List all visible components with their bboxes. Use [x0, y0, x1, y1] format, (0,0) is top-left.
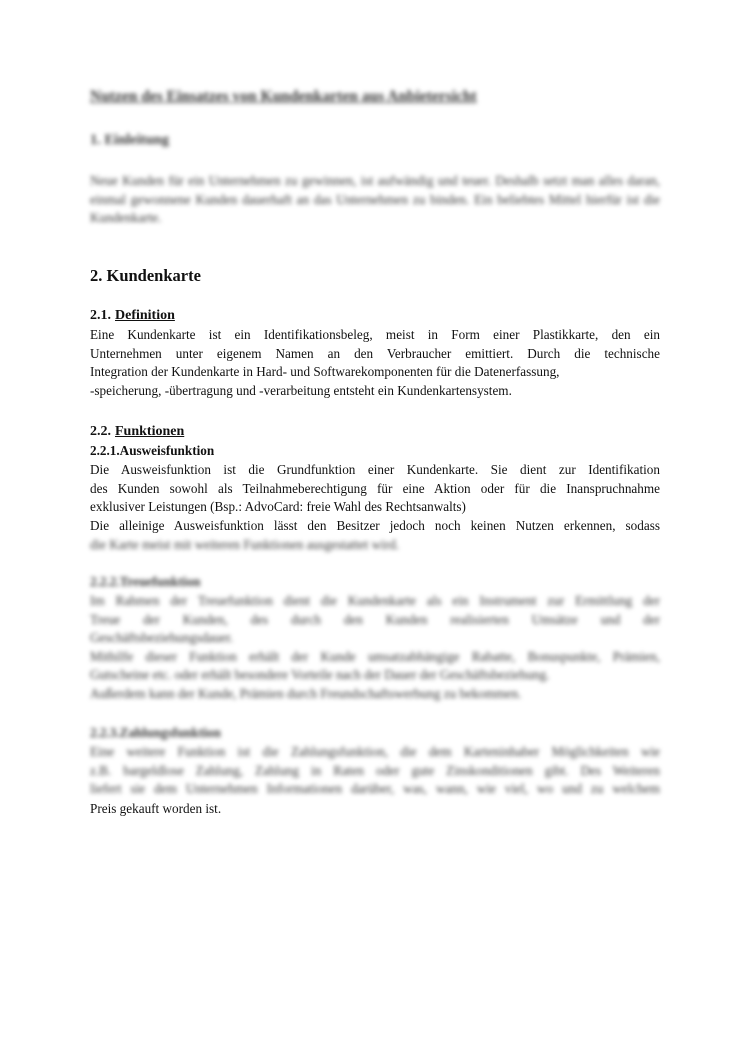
- definition-number: 2.1.: [90, 308, 111, 323]
- definition-line: Unternehmen unter eigenem Namen an den Verbraucher emittiert. Durch die technische: [90, 345, 660, 361]
- funktionen-heading: [90, 424, 184, 440]
- definition-line: Eine Kundenkarte ist ein Identifikationsbeleg, meist in Form einer Plastikkarte, den ein: [90, 327, 660, 342]
- treue-line: Geschäftsbeziehungsdauer.: [90, 630, 234, 646]
- treue-line: Treue der Kunden, des durch den Kunden realisierten Umsätze und der: [90, 611, 660, 627]
- definition-text: [90, 326, 660, 400]
- definition-heading: [90, 308, 175, 324]
- treuefunktion-text: [90, 592, 660, 704]
- funktionen-label: Funktionen: [115, 424, 185, 439]
- zahlung-line: Eine weitere Funktion ist die Zahlungsfunktion, die dem Karteninhaber Möglichkeiten wie: [90, 744, 660, 759]
- section-1-heading: 1. Einleitung: [90, 132, 169, 148]
- treue-line: Außerdem kann der Kunde, Prämien durch Freundschaftswerbung zu bekommen.: [90, 685, 522, 701]
- ausweis-line: Die Ausweisfunktion ist die Grundfunktion einer Kundenkarte. Sie dient zur Identifikation: [90, 462, 660, 477]
- zahlung-line: z.B. bargeldlose Zahlung, Zahlung in Raten oder gute Zinskonditionen gibt. Des Weiteren: [90, 762, 660, 778]
- section-1-text: Neue Kunden für ein Unternehmen zu gewinnen, ist aufwändig und teuer. Deshalb setzt man alles daran, einmal gewonnene Kunden dauerhaft an das Unternehmen zu binden. Ein beliebtes Mittel hierfür ist die Kundenkarte.: [90, 173, 660, 226]
- treue-line: Im Rahmen der Treuefunktion dient die Kundenkarte als ein Instrument zur Ermittlung der: [90, 593, 660, 608]
- treue-line: Mithilfe dieser Funktion erhält der Kunde umsatzabhängige Rabatte, Bonuspunkte, Prämien,: [90, 648, 660, 664]
- ausweis-line: des Kunden sowohl als Teilnahmeberechtigung für eine Aktion oder für die Inanspruchnahme: [90, 480, 660, 496]
- ausweis-line: exklusiver Leistungen (Bsp.: AdvoCard: freie Wahl des Rechtsanwalts): [90, 499, 466, 515]
- ausweisfunktion-text: [90, 461, 660, 535]
- treue-line: Gutscheine etc. oder erhält besondere Vorteile nach der Dauer der Geschäftsbeziehung.: [90, 667, 550, 683]
- treuefunktion-heading: 2.2.2.Treuefunktion: [90, 574, 201, 589]
- funktionen-number: 2.2.: [90, 424, 111, 439]
- zahlungsfunktion-end-line: Preis gekauft worden ist.: [90, 801, 222, 816]
- document-title: Nutzen des Einsatzes von Kundenkarten aus Anbietersicht: [90, 88, 477, 105]
- zahlungsfunktion-heading: 2.2.3.Zahlungsfunktion: [90, 725, 221, 740]
- ausweis-line: Die alleinige Ausweisfunktion lässt den Besitzer jedoch noch keinen Nutzen erkennen, sodass: [90, 517, 660, 533]
- ausweis-blurred-line: die Karte meist mit weiteren Funktionen ausgestattet wird.: [90, 537, 400, 552]
- definition-line: Integration der Kundenkarte in Hard- und Softwarekomponenten für die Datenerfassung,: [90, 364, 560, 380]
- ausweisfunktion-heading: 2.2.1.Ausweisfunktion: [90, 443, 215, 458]
- zahlung-line: liefert sie dem Unternehmen Informationen darüber, was, wann, wie viel, wo und zu welchem: [90, 781, 660, 797]
- section-2-heading: 2. Kundenkarte: [90, 266, 201, 285]
- zahlungsfunktion-text: [90, 743, 660, 799]
- definition-label: Definition: [115, 308, 175, 323]
- definition-line: -speicherung, -übertragung und -verarbeitung entsteht ein Kundenkartensystem.: [90, 382, 512, 398]
